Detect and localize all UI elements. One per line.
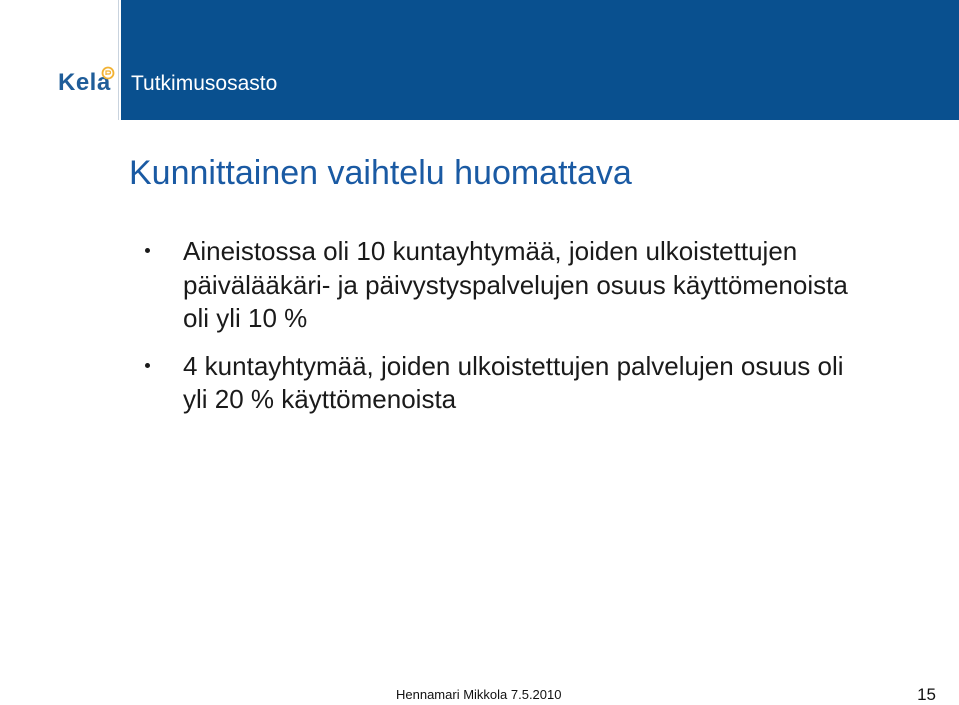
page-number: 15 [917, 685, 936, 704]
logo-mark-icon [101, 66, 115, 80]
slide-title: Kunnittainen vaihtelu huomattava [129, 154, 632, 192]
footer-author: Hennamari Mikkola 7.5.2010 [396, 687, 562, 702]
bullet-dot-icon [145, 248, 150, 253]
department-label: Tutkimusosasto [131, 72, 278, 95]
bullet-text: 4 kuntayhtymää, joiden ulkoistettujen palvelujen osuus oli yli 20 % käyttömenoista [183, 350, 844, 414]
kela-logo: Kela [58, 69, 111, 96]
bullet-list [145, 235, 865, 431]
bullet-text: Aineistossa oli 10 kuntayhtymää, joiden ulkoistettujen päivälääkäri- ja päivystyspalvelujen osuus käyttömenoista oli yli 10 % [183, 236, 848, 333]
bullet-item [145, 350, 865, 417]
bullet-dot-icon [145, 363, 150, 368]
bullet-item [145, 235, 865, 336]
header-band [121, 0, 959, 120]
logo-area [0, 0, 119, 120]
